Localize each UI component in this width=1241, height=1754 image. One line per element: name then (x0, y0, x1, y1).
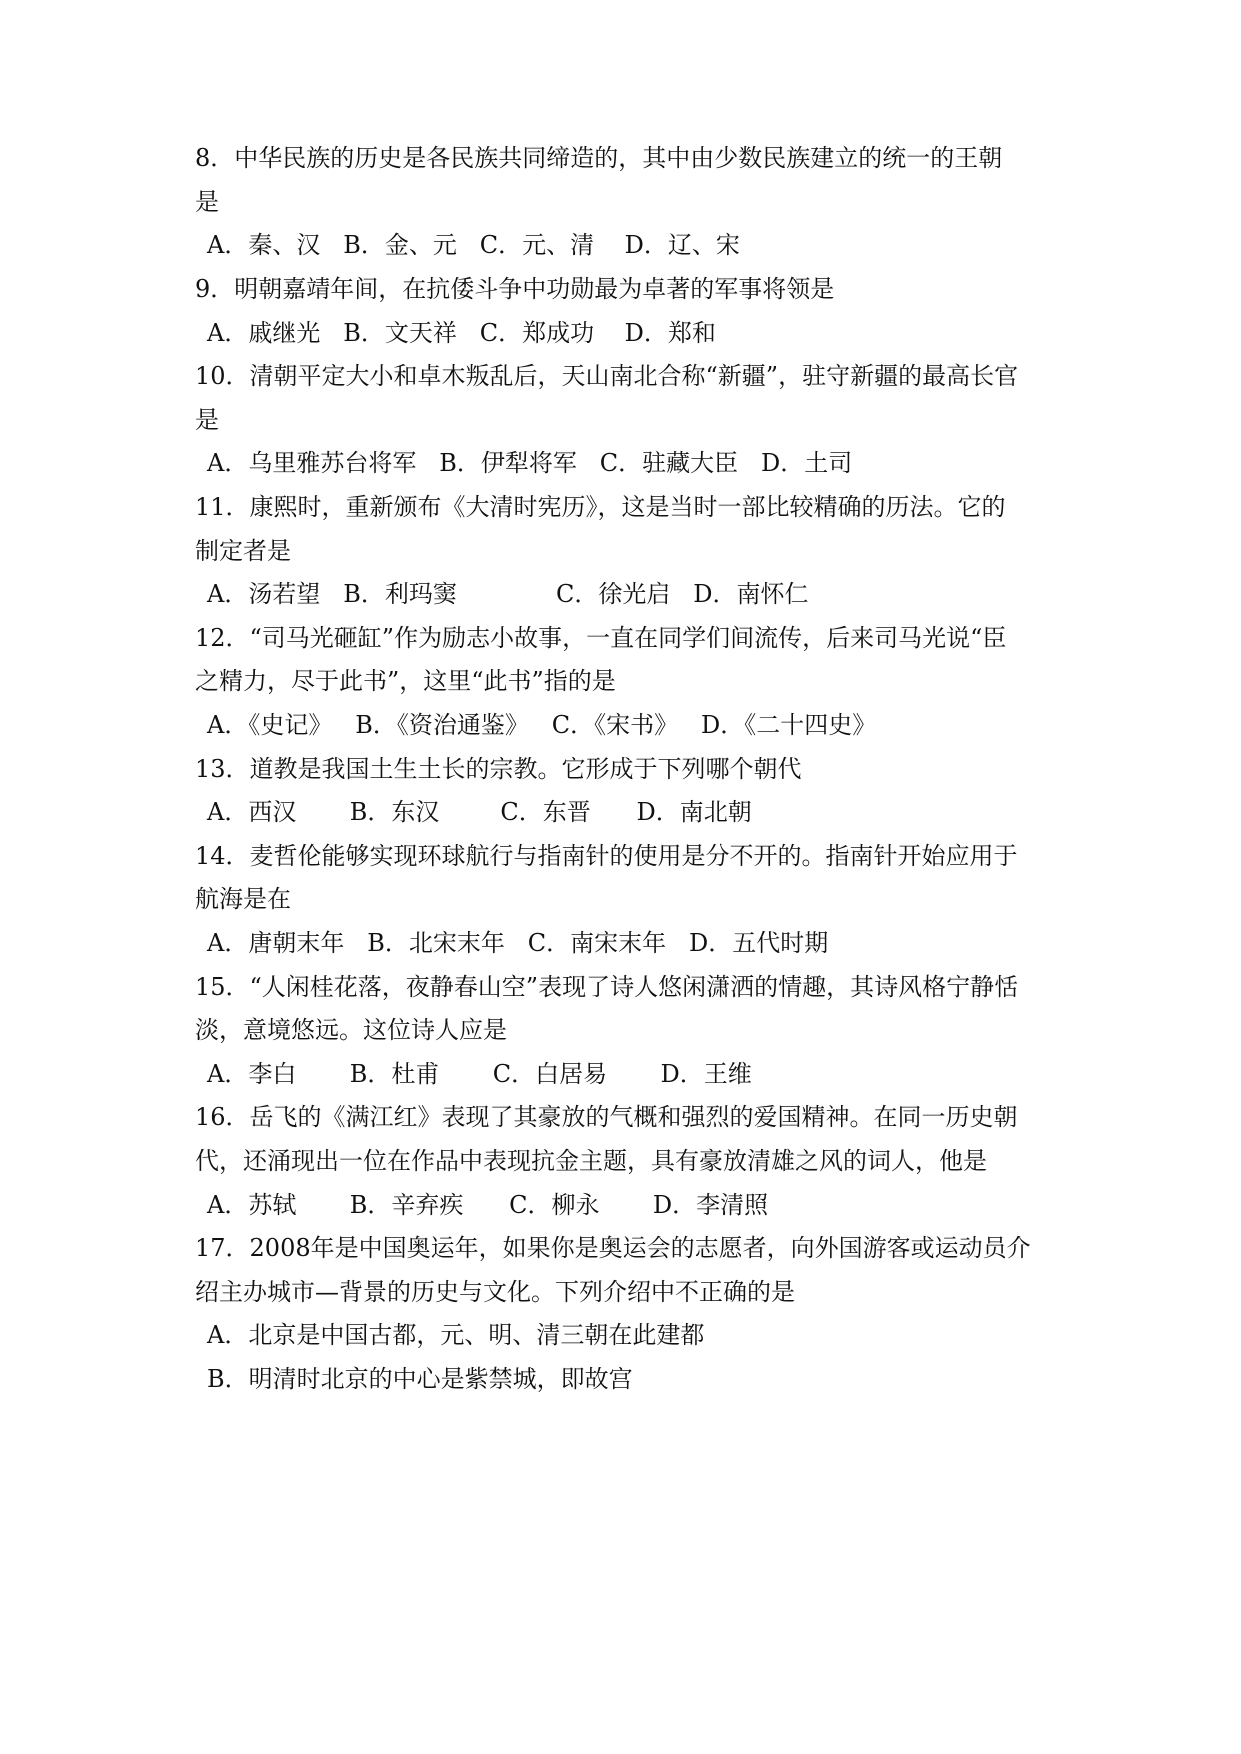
question-12-stem-line-2: 之精力，尽于此书”，这里“此书”指的是 (195, 667, 616, 695)
question-16-options: A．苏轼 B．辛弃疾 C．柳永 D．李清照 (207, 1191, 769, 1219)
question-11-options: A．汤若望 B．利玛窦 C．徐光启 D．南怀仁 (207, 580, 809, 608)
question-8-stem-line-2: 是 (195, 188, 219, 216)
question-17-stem-line-2: 绍主办城市—背景的历史与文化。下列介绍中不正确的是 (195, 1278, 795, 1306)
question-12-options: A．《史记》 B．《资治通鉴》 C．《宋书》 D．《二十四史》 (207, 711, 877, 739)
question-17-stem-line-1: 17．2008年是中国奥运年，如果你是奥运会的志愿者，向外国游客或运动员介 (195, 1234, 1031, 1262)
question-10-stem-line-2: 是 (195, 406, 219, 434)
question-13-options: A．西汉 B．东汉 C．东晋 D．南北朝 (207, 798, 752, 826)
question-10-stem-line-1: 10．清朝平定大小和卓木叛乱后，天山南北合称“新疆”，驻守新疆的最高长官 (195, 362, 1019, 390)
question-13-stem-line-1: 13．道教是我国土生土长的宗教。它形成于下列哪个朝代 (195, 755, 802, 783)
question-10-options: A．乌里雅苏台将军 B．伊犁将军 C．驻藏大臣 D．土司 (207, 449, 853, 477)
question-8-stem-line-1: 8．中华民族的历史是各民族共同缔造的，其中由少数民族建立的统一的王朝 (195, 144, 1003, 172)
question-16-stem-line-1: 16．岳飞的《满江红》表现了其豪放的气概和强烈的爱国精神。在同一历史朝 (195, 1103, 1018, 1131)
question-11-stem-line-2: 制定者是 (195, 537, 291, 565)
question-12-stem-line-1: 12．“司马光砸缸”作为励志小故事，一直在同学们间流传，后来司马光说“臣 (195, 624, 1007, 652)
question-15-stem-line-1: 15．“人闲桂花落，夜静春山空”表现了诗人悠闲潇洒的情趣，其诗风格宁静恬 (195, 973, 1019, 1001)
question-15-stem-line-2: 淡，意境悠远。这位诗人应是 (195, 1016, 507, 1044)
question-8-options: A．秦、汉 B．金、元 C．元、清 D．辽、宋 (207, 231, 740, 259)
question-9-stem-line-1: 9．明朝嘉靖年间，在抗倭斗争中功勋最为卓著的军事将领是 (195, 275, 835, 303)
question-9-options: A．戚继光 B．文天祥 C．郑成功 D．郑和 (207, 319, 716, 347)
question-14-options: A．唐朝末年 B．北宋末年 C．南宋末年 D．五代时期 (207, 929, 829, 957)
question-14-stem-line-2: 航海是在 (195, 885, 291, 913)
question-16-stem-line-2: 代，还涌现出一位在作品中表现抗金主题，具有豪放清雄之风的词人，他是 (195, 1147, 987, 1175)
question-15-options: A．李白 B．杜甫 C．白居易 D．王维 (207, 1060, 752, 1088)
question-14-stem-line-1: 14．麦哲伦能够实现环球航行与指南针的使用是分不开的。指南针开始应用于 (195, 842, 1018, 870)
question-17-option-a: A．北京是中国古都，元、明、清三朝在此建都 (207, 1321, 705, 1349)
question-17-option-b: B．明清时北京的中心是紫禁城，即故宫 (207, 1365, 633, 1393)
question-11-stem-line-1: 11．康熙时，重新颁布《大清时宪历》，这是当时一部比较精确的历法。它的 (195, 493, 1006, 521)
